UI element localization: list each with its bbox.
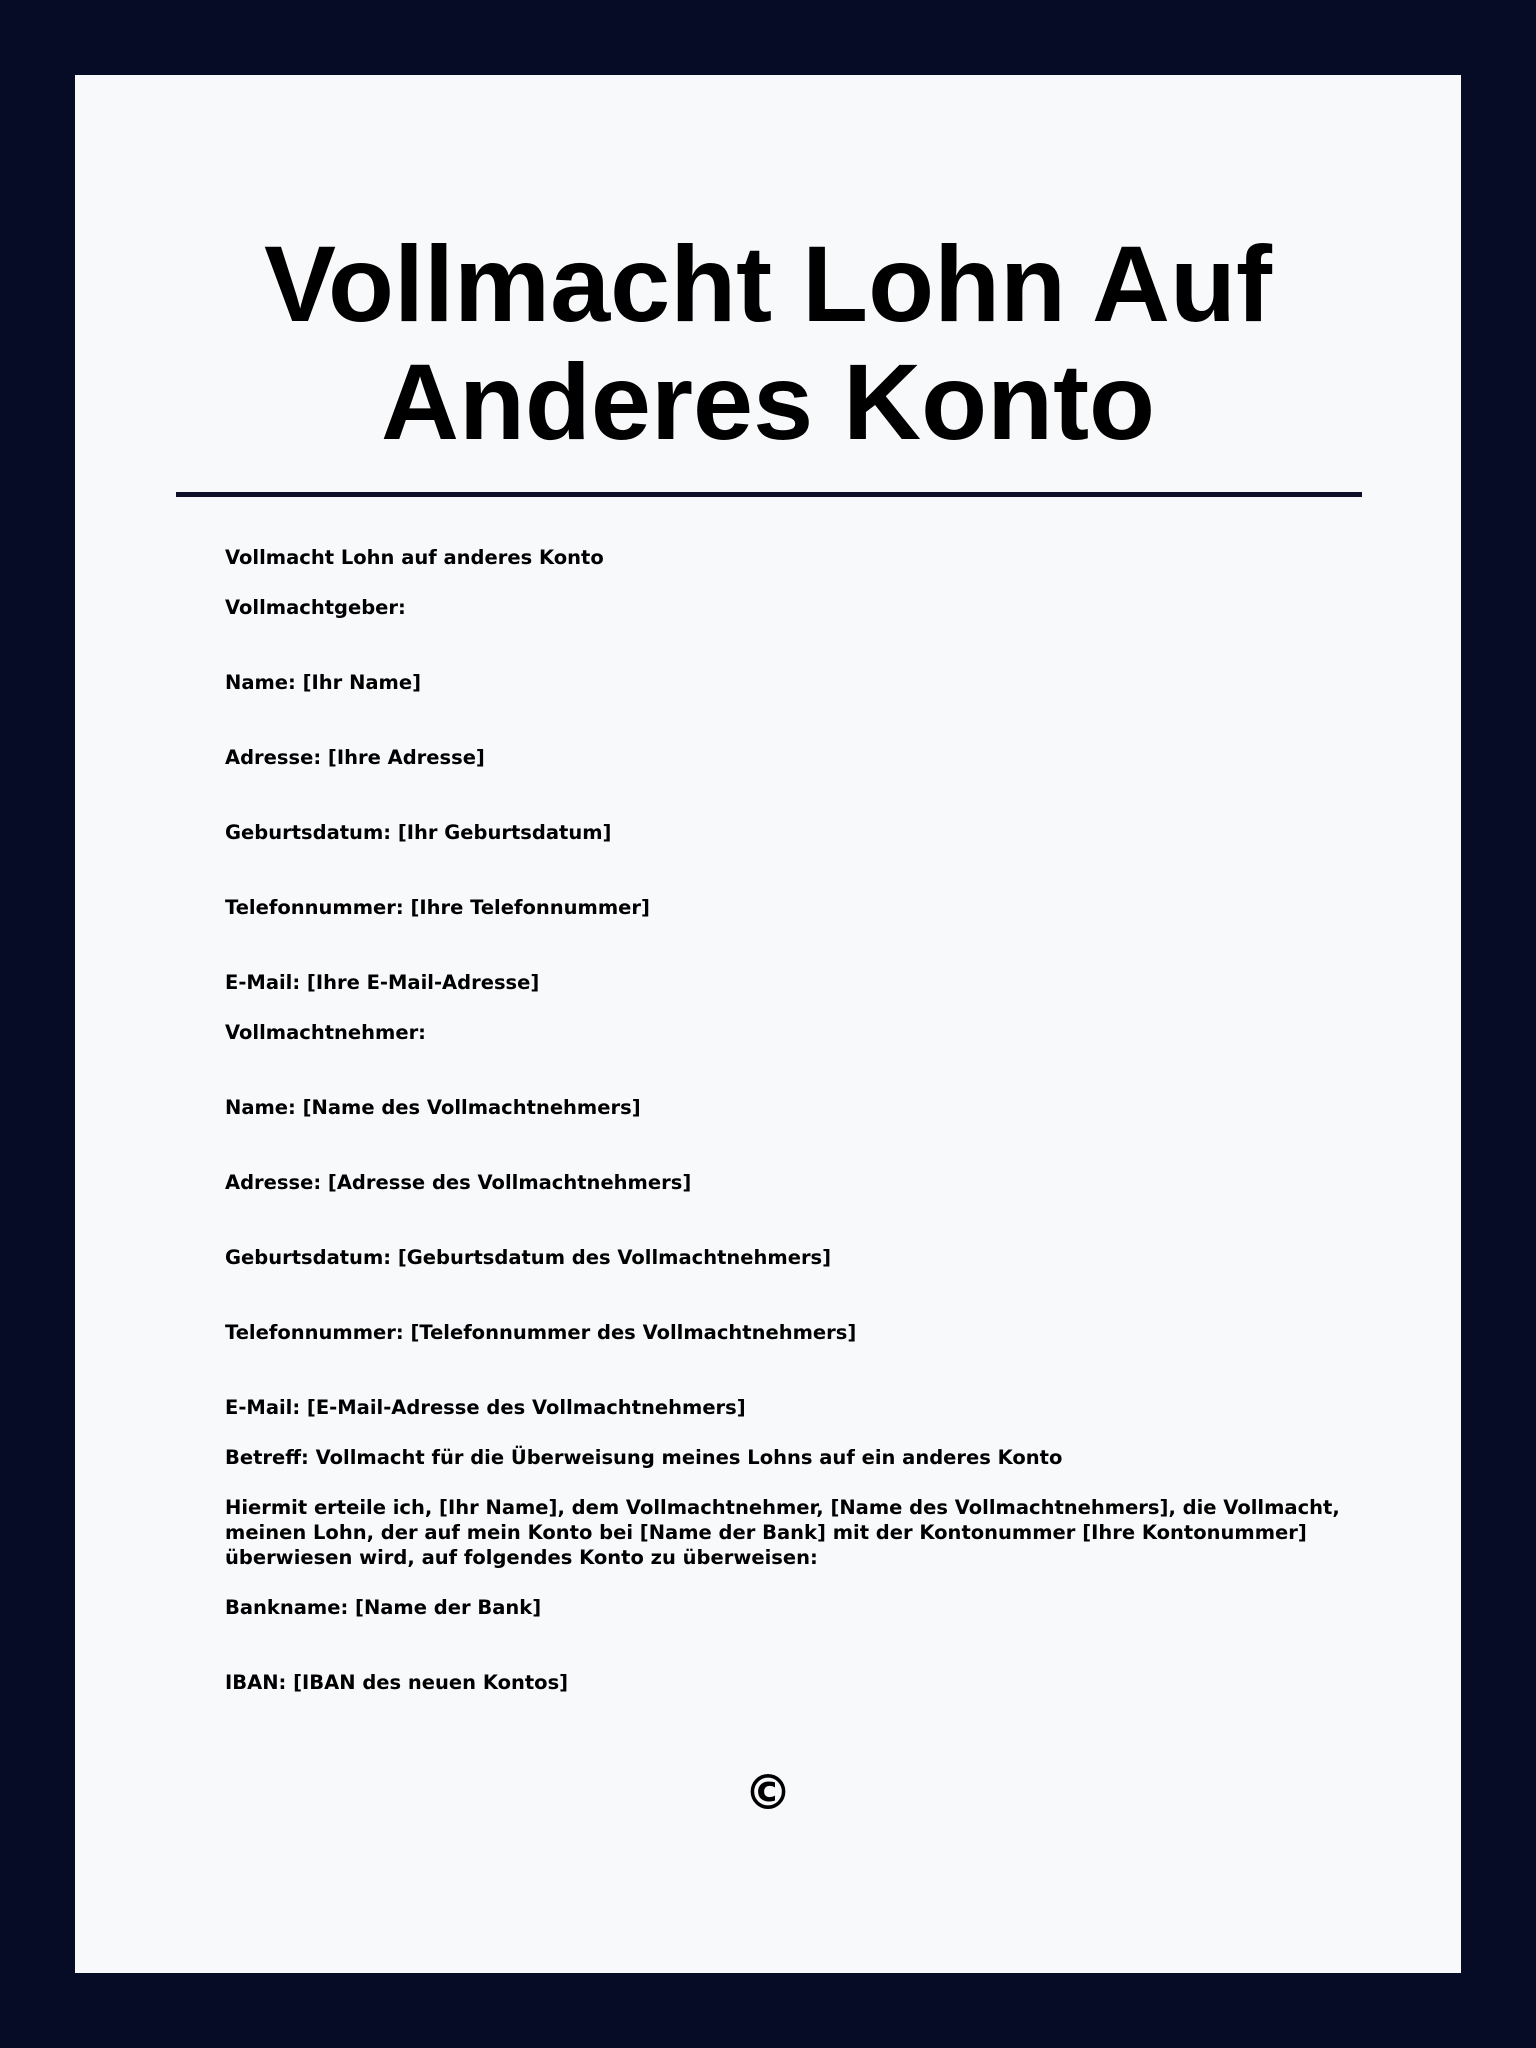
document-title: Vollmacht Lohn Auf Anderes Konto: [264, 223, 1272, 462]
title-divider: [176, 492, 1362, 497]
grantor-phone: Telefonnummer: [Ihre Telefonnummer]: [225, 896, 650, 919]
document-heading: Vollmacht Lohn auf anderes Konto: [225, 546, 604, 569]
grantee-email: E-Mail: [E-Mail-Adresse des Vollmachtnehmers]: [225, 1396, 746, 1419]
grantee-birthdate: Geburtsdatum: [Geburtsdatum des Vollmachtnehmers]: [225, 1246, 832, 1269]
bank-name: Bankname: [Name der Bank]: [225, 1596, 542, 1619]
grantor-address: Adresse: [Ihre Adresse]: [225, 746, 485, 769]
document-page: [75, 75, 1461, 1973]
grantee-phone: Telefonnummer: [Telefonnummer des Vollmachtnehmers]: [225, 1321, 857, 1344]
copyright-icon: ©: [744, 1765, 792, 1821]
grantee-name: Name: [Name des Vollmachtnehmers]: [225, 1096, 641, 1119]
iban: IBAN: [IBAN des neuen Kontos]: [225, 1671, 569, 1694]
grantee-address: Adresse: [Adresse des Vollmachtnehmers]: [225, 1171, 692, 1194]
grantor-label: Vollmachtgeber:: [225, 596, 406, 619]
grantor-name: Name: [Ihr Name]: [225, 671, 421, 694]
grantee-label: Vollmachtnehmer:: [225, 1021, 426, 1044]
subject-line: Betreff: Vollmacht für die Überweisung meines Lohns auf ein anderes Konto: [225, 1446, 1063, 1469]
grantor-birthdate: Geburtsdatum: [Ihr Geburtsdatum]: [225, 821, 612, 844]
authorization-statement: Hiermit erteile ich, [Ihr Name], dem Vollmachtnehmer, [Name des Vollmachtnehmers], die Vollmacht, meinen Lohn, der auf mein Konto bei [Name der Bank] mit der Kontonummer [Ihre Kontonummer] überwiesen wird, auf folgendes Konto zu überweisen:: [225, 1496, 1340, 1569]
grantor-email: E-Mail: [Ihre E-Mail-Adresse]: [225, 971, 540, 994]
